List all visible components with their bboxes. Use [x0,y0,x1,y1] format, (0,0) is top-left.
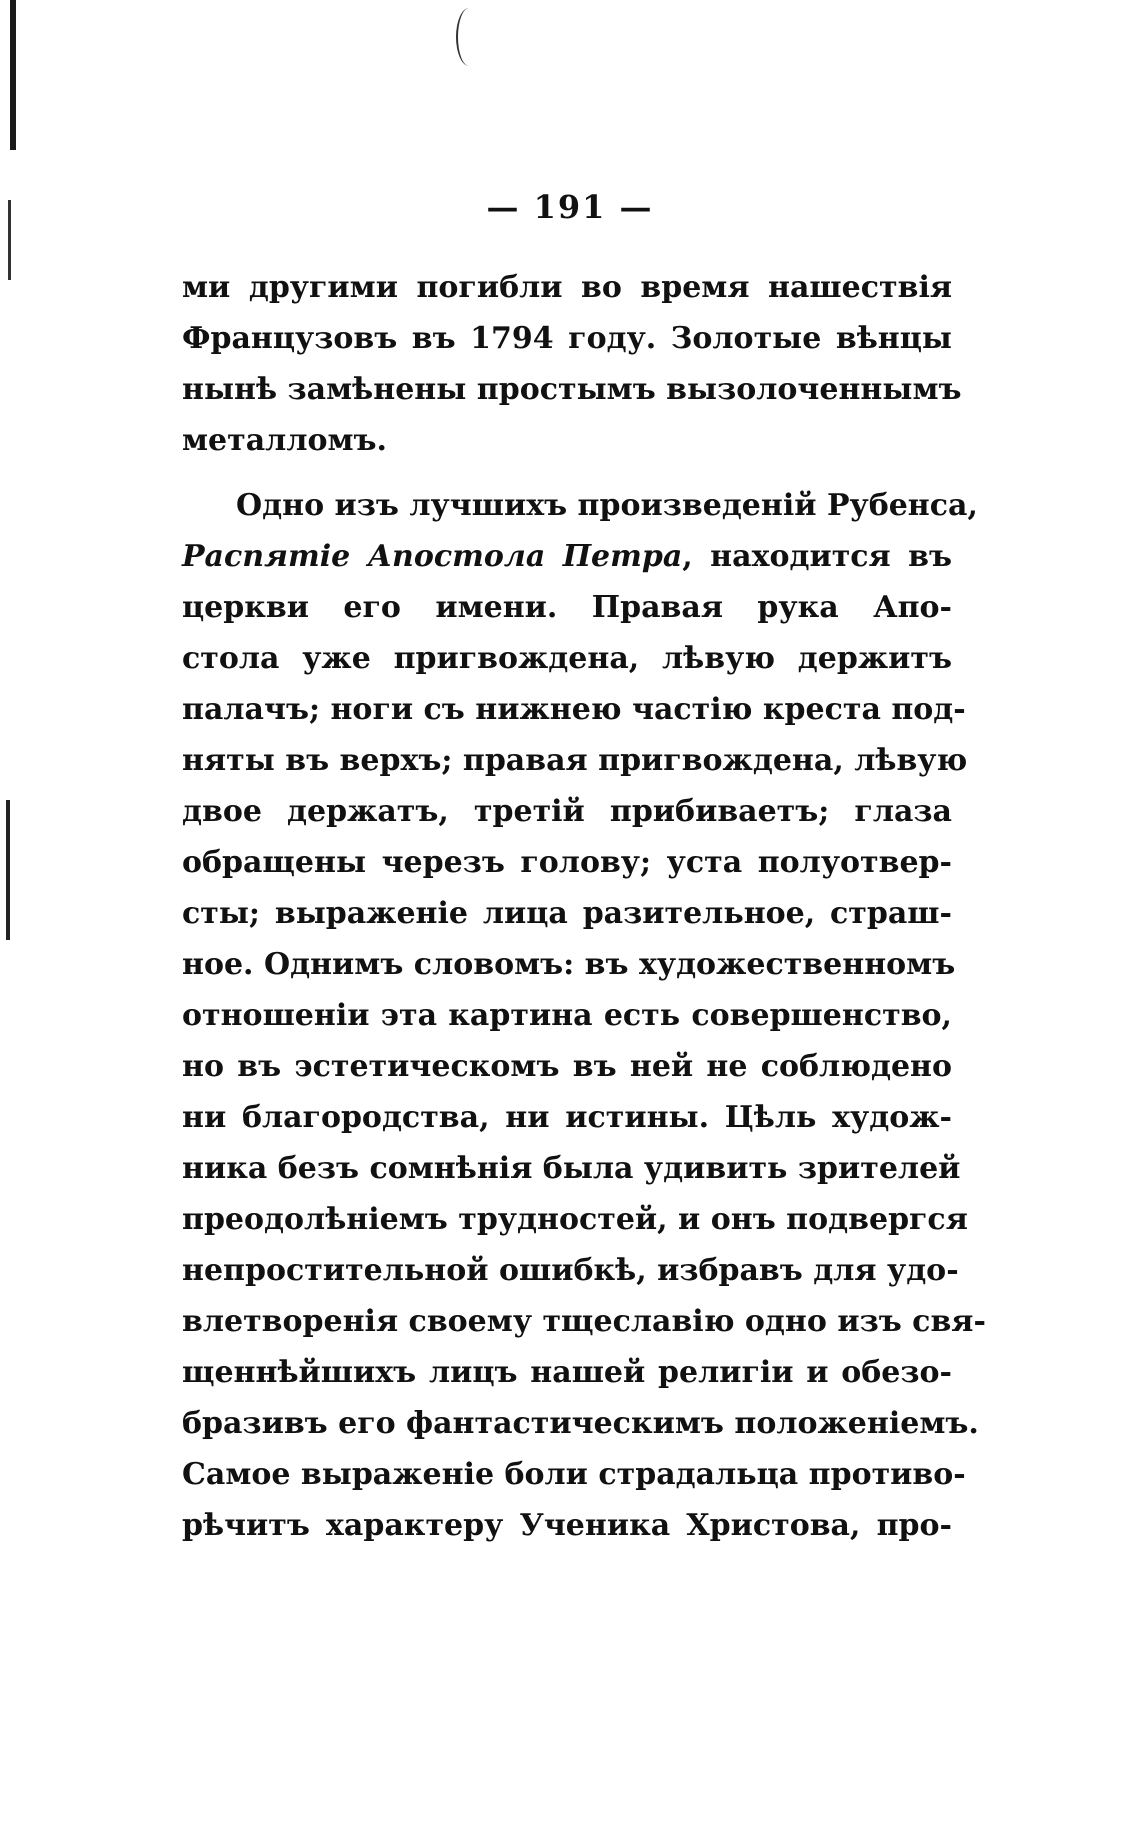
text-line: ми другими погибли во время нашествія [182,270,952,305]
text-line: бразивъ его фантастическимъ положеніемъ. [182,1406,979,1441]
text-line: металломъ. [182,423,388,458]
text-line: обращены черезъ голову; уста полуотвер- [182,845,952,880]
text-line: Самое выраженіе боли страдальца противо- [182,1457,966,1492]
text-line: Одно изъ лучшихъ произведеній Рубенса, [236,488,978,523]
text-line: Французовъ въ 1794 году. Золотые вѣнцы [182,321,952,356]
paragraph-gap [182,466,952,480]
pencil-mark [456,8,482,66]
text-line: щеннѣйшихъ лицъ нашей религіи и обезо- [182,1355,952,1390]
text-line: стола уже пригвождена, лѣвую держитъ [182,641,952,676]
text-line: ника безъ сомнѣнія была удивить зрителей [182,1151,961,1186]
text-line: непростительной ошибкѣ, избравъ для удо- [182,1253,959,1288]
text-line: ни благородства, ни истины. Цѣль худож- [182,1100,952,1135]
text-fragment: , находится въ [682,539,953,574]
page-number: — 191 — [486,188,654,226]
text-line: влетворенія своему тщеславію одно изъ свя- [182,1304,986,1339]
text-line [182,531,952,582]
body-text [182,262,986,1551]
text-line: палачъ; ноги съ нижнею частію креста под- [182,692,966,727]
text-line: но въ эстетическомъ въ ней не соблюдено [182,1049,952,1084]
text-line: церкви его имени. Правая рука Апо- [182,590,952,625]
text-line: отношеніи эта картина есть совершенство, [182,998,952,1033]
text-line: двое держатъ, третій прибиваетъ; глаза [182,794,952,829]
text-line: рѣчитъ характеру Ученика Христова, про- [182,1508,952,1543]
text-line: сты; выраженіе лица разительное, страш- [182,896,952,931]
page-edge-shadow [10,0,16,150]
text-line: няты въ верхъ; правая пригвождена, лѣвую [182,743,968,778]
text-line: преодолѣніемъ трудностей, и онъ подвергся [182,1202,968,1237]
page-edge-mark [6,800,10,940]
artwork-title: Распятіе Апостола Петра [182,539,683,574]
text-line: ное. Однимъ словомъ: въ художественномъ [182,947,956,982]
text-line: нынѣ замѣнены простымъ вызолоченнымъ [182,372,962,407]
